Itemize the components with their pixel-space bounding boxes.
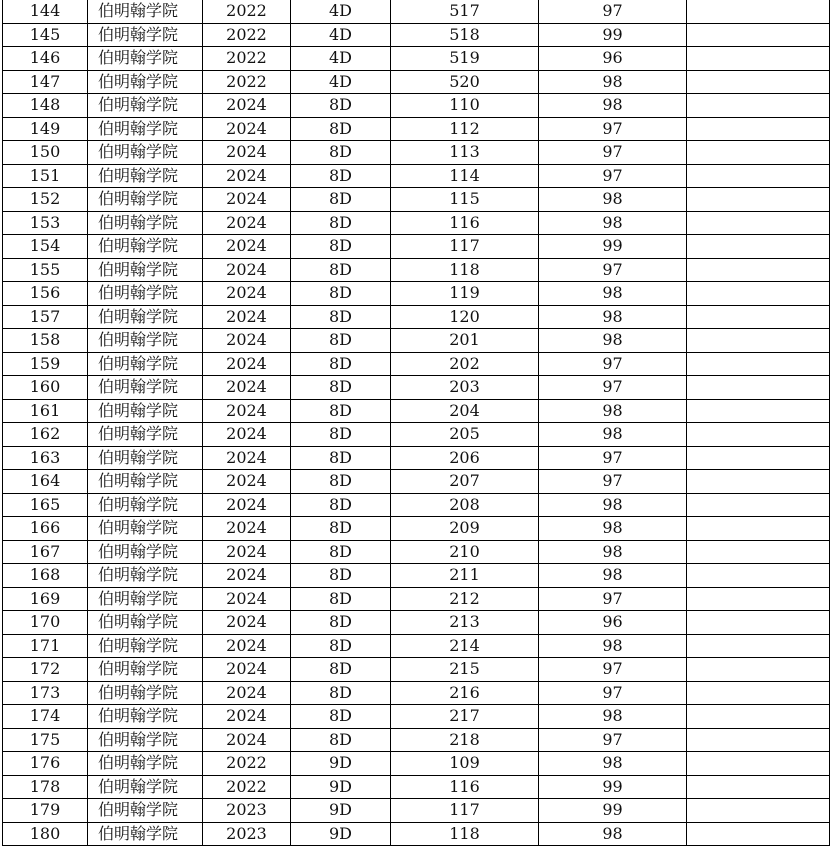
cell-score: 97 bbox=[539, 352, 687, 376]
cell-class: 4D bbox=[291, 23, 391, 47]
cell-class: 4D bbox=[291, 70, 391, 94]
cell-score: 97 bbox=[539, 117, 687, 141]
cell-year: 2024 bbox=[203, 94, 291, 118]
cell-year: 2024 bbox=[203, 493, 291, 517]
cell-year: 2024 bbox=[203, 423, 291, 447]
cell-empty bbox=[687, 352, 830, 376]
cell-index: 157 bbox=[3, 305, 88, 329]
cell-score: 99 bbox=[539, 799, 687, 823]
cell-empty bbox=[687, 47, 830, 71]
cell-room: 213 bbox=[391, 611, 539, 635]
cell-year: 2024 bbox=[203, 446, 291, 470]
cell-school: 伯明翰学院 bbox=[88, 446, 203, 470]
cell-room: 216 bbox=[391, 681, 539, 705]
cell-year: 2024 bbox=[203, 282, 291, 306]
cell-class: 8D bbox=[291, 517, 391, 541]
table-row bbox=[3, 399, 830, 423]
cell-school: 伯明翰学院 bbox=[88, 352, 203, 376]
table-row bbox=[3, 117, 830, 141]
cell-score: 97 bbox=[539, 258, 687, 282]
cell-year: 2022 bbox=[203, 47, 291, 71]
cell-year: 2024 bbox=[203, 470, 291, 494]
cell-empty bbox=[687, 752, 830, 776]
cell-room: 116 bbox=[391, 211, 539, 235]
cell-school: 伯明翰学院 bbox=[88, 188, 203, 212]
cell-year: 2024 bbox=[203, 329, 291, 353]
cell-empty bbox=[687, 0, 830, 23]
cell-school: 伯明翰学院 bbox=[88, 658, 203, 682]
cell-empty bbox=[687, 94, 830, 118]
cell-school: 伯明翰学院 bbox=[88, 23, 203, 47]
cell-score: 97 bbox=[539, 728, 687, 752]
cell-room: 116 bbox=[391, 775, 539, 799]
cell-index: 159 bbox=[3, 352, 88, 376]
cell-score: 98 bbox=[539, 705, 687, 729]
cell-room: 117 bbox=[391, 235, 539, 259]
cell-empty bbox=[687, 305, 830, 329]
cell-score: 97 bbox=[539, 470, 687, 494]
cell-score: 98 bbox=[539, 188, 687, 212]
cell-room: 214 bbox=[391, 634, 539, 658]
cell-room: 517 bbox=[391, 0, 539, 23]
cell-empty bbox=[687, 282, 830, 306]
table-row bbox=[3, 423, 830, 447]
cell-school: 伯明翰学院 bbox=[88, 211, 203, 235]
cell-index: 169 bbox=[3, 587, 88, 611]
cell-score: 97 bbox=[539, 141, 687, 165]
cell-class: 8D bbox=[291, 493, 391, 517]
cell-room: 201 bbox=[391, 329, 539, 353]
cell-empty bbox=[687, 141, 830, 165]
cell-empty bbox=[687, 258, 830, 282]
cell-empty bbox=[687, 705, 830, 729]
table-row bbox=[3, 587, 830, 611]
table-row bbox=[3, 188, 830, 212]
table-row bbox=[3, 658, 830, 682]
cell-empty bbox=[687, 399, 830, 423]
cell-empty bbox=[687, 822, 830, 846]
cell-class: 8D bbox=[291, 376, 391, 400]
cell-score: 97 bbox=[539, 587, 687, 611]
cell-score: 98 bbox=[539, 211, 687, 235]
cell-index: 168 bbox=[3, 564, 88, 588]
cell-class: 8D bbox=[291, 399, 391, 423]
cell-school: 伯明翰学院 bbox=[88, 0, 203, 23]
cell-index: 176 bbox=[3, 752, 88, 776]
cell-index: 147 bbox=[3, 70, 88, 94]
table-row bbox=[3, 752, 830, 776]
cell-score: 97 bbox=[539, 164, 687, 188]
cell-school: 伯明翰学院 bbox=[88, 258, 203, 282]
cell-school: 伯明翰学院 bbox=[88, 728, 203, 752]
cell-class: 8D bbox=[291, 164, 391, 188]
cell-room: 109 bbox=[391, 752, 539, 776]
cell-index: 148 bbox=[3, 94, 88, 118]
cell-index: 171 bbox=[3, 634, 88, 658]
table-row bbox=[3, 235, 830, 259]
cell-year: 2022 bbox=[203, 752, 291, 776]
cell-empty bbox=[687, 517, 830, 541]
cell-year: 2022 bbox=[203, 775, 291, 799]
cell-score: 98 bbox=[539, 399, 687, 423]
table-row bbox=[3, 822, 830, 846]
table-row bbox=[3, 329, 830, 353]
cell-year: 2024 bbox=[203, 141, 291, 165]
cell-empty bbox=[687, 23, 830, 47]
cell-year: 2024 bbox=[203, 211, 291, 235]
cell-empty bbox=[687, 423, 830, 447]
cell-score: 96 bbox=[539, 611, 687, 635]
table-row bbox=[3, 282, 830, 306]
cell-year: 2024 bbox=[203, 258, 291, 282]
table-row bbox=[3, 211, 830, 235]
cell-score: 98 bbox=[539, 70, 687, 94]
table-row bbox=[3, 493, 830, 517]
cell-index: 163 bbox=[3, 446, 88, 470]
cell-school: 伯明翰学院 bbox=[88, 423, 203, 447]
table-row bbox=[3, 305, 830, 329]
cell-year: 2024 bbox=[203, 728, 291, 752]
cell-class: 9D bbox=[291, 799, 391, 823]
cell-school: 伯明翰学院 bbox=[88, 540, 203, 564]
cell-room: 519 bbox=[391, 47, 539, 71]
cell-class: 8D bbox=[291, 258, 391, 282]
cell-school: 伯明翰学院 bbox=[88, 141, 203, 165]
cell-room: 520 bbox=[391, 70, 539, 94]
cell-score: 98 bbox=[539, 822, 687, 846]
cell-index: 170 bbox=[3, 611, 88, 635]
cell-empty bbox=[687, 164, 830, 188]
cell-room: 203 bbox=[391, 376, 539, 400]
table-row bbox=[3, 775, 830, 799]
cell-year: 2024 bbox=[203, 117, 291, 141]
cell-index: 178 bbox=[3, 775, 88, 799]
cell-school: 伯明翰学院 bbox=[88, 752, 203, 776]
cell-score: 98 bbox=[539, 493, 687, 517]
cell-room: 112 bbox=[391, 117, 539, 141]
cell-school: 伯明翰学院 bbox=[88, 517, 203, 541]
table-row bbox=[3, 94, 830, 118]
cell-index: 155 bbox=[3, 258, 88, 282]
cell-index: 154 bbox=[3, 235, 88, 259]
cell-score: 98 bbox=[539, 634, 687, 658]
cell-score: 97 bbox=[539, 658, 687, 682]
table-row bbox=[3, 47, 830, 71]
cell-year: 2024 bbox=[203, 164, 291, 188]
cell-score: 98 bbox=[539, 305, 687, 329]
cell-score: 96 bbox=[539, 47, 687, 71]
cell-empty bbox=[687, 117, 830, 141]
cell-class: 8D bbox=[291, 423, 391, 447]
cell-empty bbox=[687, 493, 830, 517]
cell-index: 158 bbox=[3, 329, 88, 353]
table-row bbox=[3, 705, 830, 729]
cell-empty bbox=[687, 634, 830, 658]
cell-year: 2024 bbox=[203, 305, 291, 329]
cell-score: 98 bbox=[539, 564, 687, 588]
cell-room: 205 bbox=[391, 423, 539, 447]
cell-empty bbox=[687, 70, 830, 94]
cell-class: 9D bbox=[291, 752, 391, 776]
cell-room: 206 bbox=[391, 446, 539, 470]
cell-class: 8D bbox=[291, 658, 391, 682]
cell-school: 伯明翰学院 bbox=[88, 493, 203, 517]
cell-room: 204 bbox=[391, 399, 539, 423]
cell-school: 伯明翰学院 bbox=[88, 235, 203, 259]
cell-class: 8D bbox=[291, 587, 391, 611]
cell-class: 8D bbox=[291, 352, 391, 376]
cell-class: 8D bbox=[291, 540, 391, 564]
cell-class: 9D bbox=[291, 775, 391, 799]
cell-class: 8D bbox=[291, 235, 391, 259]
cell-index: 150 bbox=[3, 141, 88, 165]
cell-index: 172 bbox=[3, 658, 88, 682]
cell-class: 8D bbox=[291, 705, 391, 729]
cell-class: 8D bbox=[291, 681, 391, 705]
cell-score: 97 bbox=[539, 376, 687, 400]
table-row bbox=[3, 70, 830, 94]
cell-room: 518 bbox=[391, 23, 539, 47]
cell-room: 202 bbox=[391, 352, 539, 376]
cell-school: 伯明翰学院 bbox=[88, 47, 203, 71]
cell-score: 98 bbox=[539, 540, 687, 564]
cell-room: 114 bbox=[391, 164, 539, 188]
cell-room: 215 bbox=[391, 658, 539, 682]
cell-class: 4D bbox=[291, 0, 391, 23]
cell-school: 伯明翰学院 bbox=[88, 799, 203, 823]
cell-index: 153 bbox=[3, 211, 88, 235]
cell-index: 160 bbox=[3, 376, 88, 400]
table-row bbox=[3, 611, 830, 635]
cell-index: 180 bbox=[3, 822, 88, 846]
cell-index: 149 bbox=[3, 117, 88, 141]
cell-room: 211 bbox=[391, 564, 539, 588]
cell-room: 210 bbox=[391, 540, 539, 564]
cell-empty bbox=[687, 611, 830, 635]
cell-class: 4D bbox=[291, 47, 391, 71]
cell-school: 伯明翰学院 bbox=[88, 564, 203, 588]
cell-school: 伯明翰学院 bbox=[88, 399, 203, 423]
cell-school: 伯明翰学院 bbox=[88, 681, 203, 705]
cell-school: 伯明翰学院 bbox=[88, 611, 203, 635]
cell-room: 118 bbox=[391, 822, 539, 846]
cell-score: 99 bbox=[539, 235, 687, 259]
table-row bbox=[3, 141, 830, 165]
table-row bbox=[3, 564, 830, 588]
cell-score: 98 bbox=[539, 282, 687, 306]
cell-class: 8D bbox=[291, 94, 391, 118]
table-row bbox=[3, 0, 830, 23]
cell-room: 207 bbox=[391, 470, 539, 494]
cell-room: 212 bbox=[391, 587, 539, 611]
cell-index: 175 bbox=[3, 728, 88, 752]
cell-score: 97 bbox=[539, 0, 687, 23]
cell-score: 98 bbox=[539, 329, 687, 353]
cell-year: 2024 bbox=[203, 352, 291, 376]
cell-empty bbox=[687, 376, 830, 400]
cell-year: 2022 bbox=[203, 23, 291, 47]
cell-year: 2024 bbox=[203, 587, 291, 611]
table-row bbox=[3, 258, 830, 282]
cell-score: 99 bbox=[539, 23, 687, 47]
cell-class: 8D bbox=[291, 446, 391, 470]
table-row bbox=[3, 23, 830, 47]
cell-empty bbox=[687, 329, 830, 353]
cell-index: 156 bbox=[3, 282, 88, 306]
cell-score: 98 bbox=[539, 517, 687, 541]
data-table bbox=[2, 0, 830, 846]
table-row bbox=[3, 446, 830, 470]
table-row bbox=[3, 517, 830, 541]
cell-class: 8D bbox=[291, 728, 391, 752]
cell-room: 208 bbox=[391, 493, 539, 517]
cell-index: 144 bbox=[3, 0, 88, 23]
cell-year: 2024 bbox=[203, 705, 291, 729]
cell-school: 伯明翰学院 bbox=[88, 70, 203, 94]
cell-school: 伯明翰学院 bbox=[88, 305, 203, 329]
cell-score: 97 bbox=[539, 446, 687, 470]
cell-index: 166 bbox=[3, 517, 88, 541]
cell-year: 2024 bbox=[203, 188, 291, 212]
table-row bbox=[3, 376, 830, 400]
cell-school: 伯明翰学院 bbox=[88, 117, 203, 141]
cell-empty bbox=[687, 446, 830, 470]
cell-year: 2024 bbox=[203, 634, 291, 658]
cell-class: 8D bbox=[291, 188, 391, 212]
cell-class: 8D bbox=[291, 611, 391, 635]
cell-school: 伯明翰学院 bbox=[88, 705, 203, 729]
table-row bbox=[3, 799, 830, 823]
cell-index: 162 bbox=[3, 423, 88, 447]
cell-class: 8D bbox=[291, 470, 391, 494]
table-row bbox=[3, 352, 830, 376]
cell-room: 218 bbox=[391, 728, 539, 752]
cell-class: 8D bbox=[291, 329, 391, 353]
cell-empty bbox=[687, 564, 830, 588]
table-row bbox=[3, 164, 830, 188]
cell-index: 165 bbox=[3, 493, 88, 517]
cell-school: 伯明翰学院 bbox=[88, 329, 203, 353]
cell-index: 179 bbox=[3, 799, 88, 823]
cell-room: 113 bbox=[391, 141, 539, 165]
cell-school: 伯明翰学院 bbox=[88, 376, 203, 400]
cell-school: 伯明翰学院 bbox=[88, 822, 203, 846]
cell-room: 217 bbox=[391, 705, 539, 729]
cell-school: 伯明翰学院 bbox=[88, 775, 203, 799]
cell-room: 209 bbox=[391, 517, 539, 541]
cell-index: 151 bbox=[3, 164, 88, 188]
cell-year: 2024 bbox=[203, 658, 291, 682]
cell-year: 2024 bbox=[203, 681, 291, 705]
cell-room: 119 bbox=[391, 282, 539, 306]
table-row bbox=[3, 634, 830, 658]
cell-school: 伯明翰学院 bbox=[88, 470, 203, 494]
cell-year: 2023 bbox=[203, 822, 291, 846]
cell-score: 98 bbox=[539, 752, 687, 776]
cell-index: 152 bbox=[3, 188, 88, 212]
table-row bbox=[3, 681, 830, 705]
cell-year: 2022 bbox=[203, 0, 291, 23]
cell-year: 2022 bbox=[203, 70, 291, 94]
cell-empty bbox=[687, 681, 830, 705]
cell-room: 115 bbox=[391, 188, 539, 212]
cell-score: 98 bbox=[539, 423, 687, 447]
cell-year: 2024 bbox=[203, 399, 291, 423]
cell-room: 120 bbox=[391, 305, 539, 329]
table-body bbox=[3, 0, 830, 846]
cell-empty bbox=[687, 728, 830, 752]
cell-year: 2024 bbox=[203, 540, 291, 564]
cell-class: 8D bbox=[291, 564, 391, 588]
cell-empty bbox=[687, 188, 830, 212]
cell-index: 145 bbox=[3, 23, 88, 47]
cell-class: 8D bbox=[291, 282, 391, 306]
cell-empty bbox=[687, 211, 830, 235]
cell-empty bbox=[687, 658, 830, 682]
cell-score: 98 bbox=[539, 94, 687, 118]
cell-class: 8D bbox=[291, 634, 391, 658]
cell-index: 174 bbox=[3, 705, 88, 729]
cell-year: 2024 bbox=[203, 235, 291, 259]
cell-empty bbox=[687, 470, 830, 494]
cell-room: 118 bbox=[391, 258, 539, 282]
cell-school: 伯明翰学院 bbox=[88, 587, 203, 611]
cell-index: 161 bbox=[3, 399, 88, 423]
table-row bbox=[3, 540, 830, 564]
cell-index: 173 bbox=[3, 681, 88, 705]
cell-class: 8D bbox=[291, 211, 391, 235]
cell-score: 97 bbox=[539, 681, 687, 705]
cell-score: 99 bbox=[539, 775, 687, 799]
cell-school: 伯明翰学院 bbox=[88, 164, 203, 188]
cell-class: 8D bbox=[291, 305, 391, 329]
cell-school: 伯明翰学院 bbox=[88, 94, 203, 118]
cell-class: 9D bbox=[291, 822, 391, 846]
cell-room: 117 bbox=[391, 799, 539, 823]
cell-index: 164 bbox=[3, 470, 88, 494]
cell-year: 2024 bbox=[203, 517, 291, 541]
cell-empty bbox=[687, 235, 830, 259]
cell-year: 2024 bbox=[203, 611, 291, 635]
cell-year: 2023 bbox=[203, 799, 291, 823]
table-row bbox=[3, 470, 830, 494]
cell-school: 伯明翰学院 bbox=[88, 634, 203, 658]
cell-index: 146 bbox=[3, 47, 88, 71]
cell-empty bbox=[687, 799, 830, 823]
cell-empty bbox=[687, 540, 830, 564]
cell-empty bbox=[687, 775, 830, 799]
cell-empty bbox=[687, 587, 830, 611]
cell-class: 8D bbox=[291, 141, 391, 165]
table-row bbox=[3, 728, 830, 752]
cell-room: 110 bbox=[391, 94, 539, 118]
cell-year: 2024 bbox=[203, 376, 291, 400]
cell-class: 8D bbox=[291, 117, 391, 141]
cell-year: 2024 bbox=[203, 564, 291, 588]
cell-school: 伯明翰学院 bbox=[88, 282, 203, 306]
cell-index: 167 bbox=[3, 540, 88, 564]
